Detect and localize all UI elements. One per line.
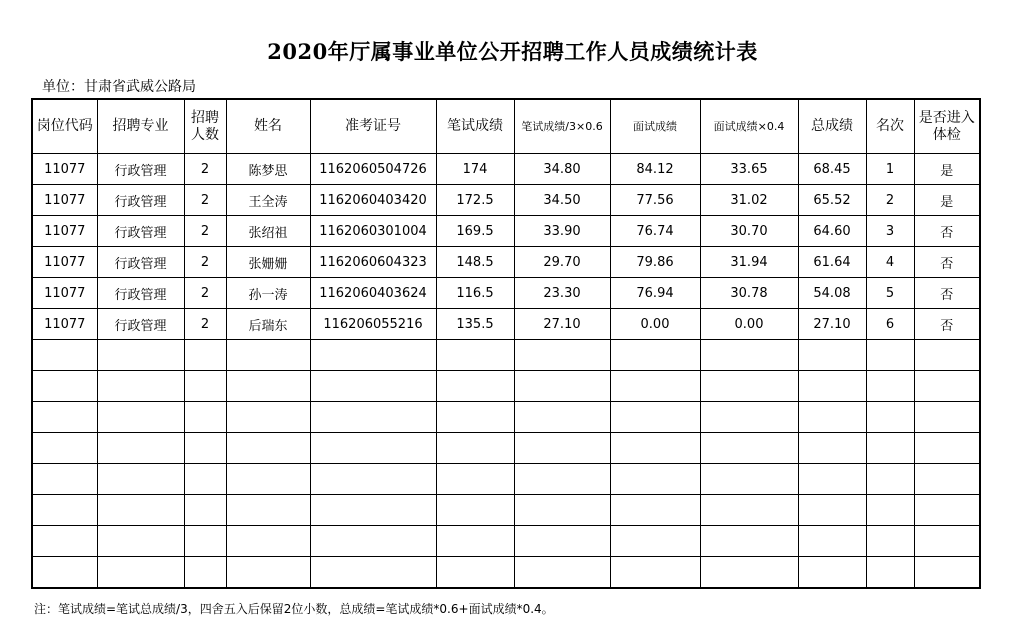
cell-major bbox=[97, 371, 184, 402]
cell-position-code bbox=[32, 526, 97, 557]
cell-major bbox=[97, 557, 184, 589]
empty-row bbox=[32, 402, 980, 433]
cell-major bbox=[97, 402, 184, 433]
cell-interview-weighted bbox=[700, 464, 798, 495]
cell-interview-weighted bbox=[700, 402, 798, 433]
cell-rank: 2 bbox=[866, 185, 914, 216]
cell-position-code bbox=[32, 433, 97, 464]
cell-quota bbox=[184, 526, 226, 557]
cell-major: 行政管理 bbox=[97, 216, 184, 247]
header-rank: 名次 bbox=[866, 99, 914, 154]
cell-physical-exam: 是 bbox=[914, 185, 980, 216]
cell-major bbox=[97, 340, 184, 371]
table-row bbox=[32, 185, 980, 216]
cell-total-score: 54.08 bbox=[798, 278, 866, 309]
table-row bbox=[32, 309, 980, 340]
page-title: 2020年厅属事业单位公开招聘工作人员成绩统计表 bbox=[267, 39, 758, 64]
header-quota: 招聘人数 bbox=[184, 99, 226, 154]
cell-position-code bbox=[32, 340, 97, 371]
cell-written-score: 148.5 bbox=[436, 247, 514, 278]
cell-position-code: 11077 bbox=[32, 278, 97, 309]
cell-written-score: 135.5 bbox=[436, 309, 514, 340]
cell-rank: 4 bbox=[866, 247, 914, 278]
cell-total-score bbox=[798, 495, 866, 526]
cell-written-weighted: 23.30 bbox=[514, 278, 610, 309]
cell-name bbox=[226, 464, 310, 495]
cell-name: 后瑞东 bbox=[226, 309, 310, 340]
cell-exam-id: 116206055216 bbox=[310, 309, 436, 340]
cell-written-weighted bbox=[514, 371, 610, 402]
cell-quota bbox=[184, 371, 226, 402]
cell-rank bbox=[866, 526, 914, 557]
cell-interview-weighted bbox=[700, 526, 798, 557]
cell-interview-weighted: 31.94 bbox=[700, 247, 798, 278]
cell-written-score bbox=[436, 340, 514, 371]
cell-exam-id: 1162060403420 bbox=[310, 185, 436, 216]
cell-written-score: 169.5 bbox=[436, 216, 514, 247]
cell-quota bbox=[184, 464, 226, 495]
cell-physical-exam: 否 bbox=[914, 278, 980, 309]
cell-physical-exam bbox=[914, 402, 980, 433]
empty-row bbox=[32, 464, 980, 495]
cell-interview-score: 84.12 bbox=[610, 154, 700, 185]
cell-interview-weighted bbox=[700, 557, 798, 589]
cell-name: 王全涛 bbox=[226, 185, 310, 216]
cell-name: 张姗姗 bbox=[226, 247, 310, 278]
cell-position-code bbox=[32, 495, 97, 526]
cell-quota: 2 bbox=[184, 185, 226, 216]
header-total-score: 总成绩 bbox=[798, 99, 866, 154]
cell-interview-score bbox=[610, 371, 700, 402]
cell-physical-exam bbox=[914, 371, 980, 402]
cell-physical-exam bbox=[914, 526, 980, 557]
cell-interview-score bbox=[610, 495, 700, 526]
cell-rank bbox=[866, 433, 914, 464]
cell-interview-score: 76.74 bbox=[610, 216, 700, 247]
cell-written-score bbox=[436, 371, 514, 402]
cell-major bbox=[97, 464, 184, 495]
cell-written-weighted bbox=[514, 340, 610, 371]
cell-rank: 1 bbox=[866, 154, 914, 185]
cell-exam-id bbox=[310, 433, 436, 464]
empty-row bbox=[32, 495, 980, 526]
cell-name bbox=[226, 433, 310, 464]
cell-physical-exam bbox=[914, 433, 980, 464]
table-header-row bbox=[32, 99, 980, 154]
cell-name: 孙一涛 bbox=[226, 278, 310, 309]
table-row bbox=[32, 154, 980, 185]
cell-physical-exam: 否 bbox=[914, 247, 980, 278]
cell-interview-score bbox=[610, 557, 700, 589]
cell-name bbox=[226, 371, 310, 402]
header-position-code: 岗位代码 bbox=[32, 99, 97, 154]
cell-interview-weighted bbox=[700, 371, 798, 402]
cell-position-code bbox=[32, 557, 97, 589]
cell-written-weighted bbox=[514, 495, 610, 526]
cell-interview-weighted: 30.70 bbox=[700, 216, 798, 247]
cell-rank: 3 bbox=[866, 216, 914, 247]
cell-interview-score: 0.00 bbox=[610, 309, 700, 340]
cell-quota: 2 bbox=[184, 154, 226, 185]
cell-exam-id: 1162060301004 bbox=[310, 216, 436, 247]
cell-rank bbox=[866, 371, 914, 402]
cell-position-code bbox=[32, 402, 97, 433]
cell-major: 行政管理 bbox=[97, 309, 184, 340]
cell-quota bbox=[184, 495, 226, 526]
cell-total-score bbox=[798, 433, 866, 464]
cell-written-weighted: 27.10 bbox=[514, 309, 610, 340]
cell-written-weighted: 29.70 bbox=[514, 247, 610, 278]
cell-total-score: 64.60 bbox=[798, 216, 866, 247]
cell-rank: 6 bbox=[866, 309, 914, 340]
header-name: 姓名 bbox=[226, 99, 310, 154]
cell-exam-id: 1162060504726 bbox=[310, 154, 436, 185]
cell-written-score bbox=[436, 464, 514, 495]
cell-rank bbox=[866, 402, 914, 433]
cell-total-score bbox=[798, 464, 866, 495]
cell-exam-id: 1162060604323 bbox=[310, 247, 436, 278]
cell-written-score bbox=[436, 557, 514, 589]
cell-total-score: 65.52 bbox=[798, 185, 866, 216]
cell-position-code: 11077 bbox=[32, 154, 97, 185]
cell-written-weighted: 34.50 bbox=[514, 185, 610, 216]
cell-exam-id bbox=[310, 402, 436, 433]
cell-physical-exam bbox=[914, 340, 980, 371]
table-body bbox=[32, 154, 980, 589]
cell-total-score bbox=[798, 340, 866, 371]
cell-total-score bbox=[798, 557, 866, 589]
header-interview-score: 面试成绩 bbox=[610, 99, 700, 154]
cell-rank bbox=[866, 340, 914, 371]
cell-exam-id bbox=[310, 557, 436, 589]
cell-rank bbox=[866, 464, 914, 495]
cell-interview-score bbox=[610, 526, 700, 557]
cell-quota bbox=[184, 340, 226, 371]
cell-quota: 2 bbox=[184, 278, 226, 309]
cell-written-weighted: 34.80 bbox=[514, 154, 610, 185]
cell-written-score: 172.5 bbox=[436, 185, 514, 216]
cell-position-code: 11077 bbox=[32, 247, 97, 278]
cell-physical-exam: 否 bbox=[914, 309, 980, 340]
cell-name bbox=[226, 557, 310, 589]
cell-name: 张绍祖 bbox=[226, 216, 310, 247]
cell-name bbox=[226, 526, 310, 557]
cell-rank: 5 bbox=[866, 278, 914, 309]
header-exam-id: 准考证号 bbox=[310, 99, 436, 154]
cell-quota: 2 bbox=[184, 216, 226, 247]
cell-exam-id bbox=[310, 371, 436, 402]
cell-interview-weighted bbox=[700, 340, 798, 371]
empty-row bbox=[32, 557, 980, 589]
cell-position-code bbox=[32, 371, 97, 402]
cell-name: 陈梦思 bbox=[226, 154, 310, 185]
cell-interview-score bbox=[610, 433, 700, 464]
cell-exam-id bbox=[310, 526, 436, 557]
cell-major: 行政管理 bbox=[97, 154, 184, 185]
table-row bbox=[32, 216, 980, 247]
empty-row bbox=[32, 371, 980, 402]
cell-position-code bbox=[32, 464, 97, 495]
cell-physical-exam bbox=[914, 464, 980, 495]
cell-major bbox=[97, 495, 184, 526]
empty-row bbox=[32, 433, 980, 464]
cell-written-score bbox=[436, 433, 514, 464]
cell-written-weighted bbox=[514, 402, 610, 433]
unit-label: 单位：甘肃省武威公路局 bbox=[42, 79, 196, 95]
cell-total-score: 61.64 bbox=[798, 247, 866, 278]
cell-physical-exam bbox=[914, 495, 980, 526]
cell-rank bbox=[866, 495, 914, 526]
cell-quota bbox=[184, 557, 226, 589]
cell-physical-exam: 否 bbox=[914, 216, 980, 247]
cell-interview-score bbox=[610, 402, 700, 433]
cell-interview-score: 79.86 bbox=[610, 247, 700, 278]
cell-rank bbox=[866, 557, 914, 589]
cell-quota bbox=[184, 433, 226, 464]
header-written-score: 笔试成绩 bbox=[436, 99, 514, 154]
cell-interview-score: 76.94 bbox=[610, 278, 700, 309]
cell-exam-id bbox=[310, 340, 436, 371]
cell-interview-weighted bbox=[700, 433, 798, 464]
cell-position-code: 11077 bbox=[32, 185, 97, 216]
cell-name bbox=[226, 402, 310, 433]
cell-interview-score bbox=[610, 464, 700, 495]
cell-name bbox=[226, 340, 310, 371]
cell-major bbox=[97, 433, 184, 464]
cell-major: 行政管理 bbox=[97, 185, 184, 216]
cell-position-code: 11077 bbox=[32, 216, 97, 247]
table-row bbox=[32, 278, 980, 309]
cell-exam-id: 1162060403624 bbox=[310, 278, 436, 309]
cell-interview-score: 77.56 bbox=[610, 185, 700, 216]
footnote: 注：笔试成绩=笔试总成绩/3，四舍五入后保留2位小数，总成绩=笔试成绩*0.6+面试成绩*0.4。 bbox=[34, 602, 554, 616]
cell-quota: 2 bbox=[184, 247, 226, 278]
score-table bbox=[31, 98, 981, 589]
cell-written-weighted bbox=[514, 433, 610, 464]
cell-physical-exam bbox=[914, 557, 980, 589]
cell-position-code: 11077 bbox=[32, 309, 97, 340]
cell-written-score bbox=[436, 402, 514, 433]
header-physical-exam: 是否进入体检 bbox=[914, 99, 980, 154]
cell-interview-weighted: 0.00 bbox=[700, 309, 798, 340]
cell-exam-id bbox=[310, 464, 436, 495]
cell-total-score bbox=[798, 526, 866, 557]
cell-major bbox=[97, 526, 184, 557]
cell-interview-weighted bbox=[700, 495, 798, 526]
cell-major: 行政管理 bbox=[97, 247, 184, 278]
cell-interview-score bbox=[610, 340, 700, 371]
cell-written-weighted bbox=[514, 526, 610, 557]
cell-written-score: 174 bbox=[436, 154, 514, 185]
header-interview-weighted: 面试成绩×0.4 bbox=[700, 99, 798, 154]
empty-row bbox=[32, 526, 980, 557]
header-written-weighted: 笔试成绩/3×0.6 bbox=[514, 99, 610, 154]
cell-interview-weighted: 31.02 bbox=[700, 185, 798, 216]
table-row bbox=[32, 247, 980, 278]
cell-total-score bbox=[798, 402, 866, 433]
cell-physical-exam: 是 bbox=[914, 154, 980, 185]
cell-name bbox=[226, 495, 310, 526]
cell-quota bbox=[184, 402, 226, 433]
cell-interview-weighted: 33.65 bbox=[700, 154, 798, 185]
cell-total-score bbox=[798, 371, 866, 402]
cell-quota: 2 bbox=[184, 309, 226, 340]
cell-written-weighted bbox=[514, 464, 610, 495]
header-major: 招聘专业 bbox=[97, 99, 184, 154]
cell-total-score: 27.10 bbox=[798, 309, 866, 340]
cell-written-score: 116.5 bbox=[436, 278, 514, 309]
cell-written-score bbox=[436, 495, 514, 526]
cell-major: 行政管理 bbox=[97, 278, 184, 309]
cell-total-score: 68.45 bbox=[798, 154, 866, 185]
cell-interview-weighted: 30.78 bbox=[700, 278, 798, 309]
cell-exam-id bbox=[310, 495, 436, 526]
cell-written-weighted bbox=[514, 557, 610, 589]
cell-written-score bbox=[436, 526, 514, 557]
cell-written-weighted: 33.90 bbox=[514, 216, 610, 247]
empty-row bbox=[32, 340, 980, 371]
